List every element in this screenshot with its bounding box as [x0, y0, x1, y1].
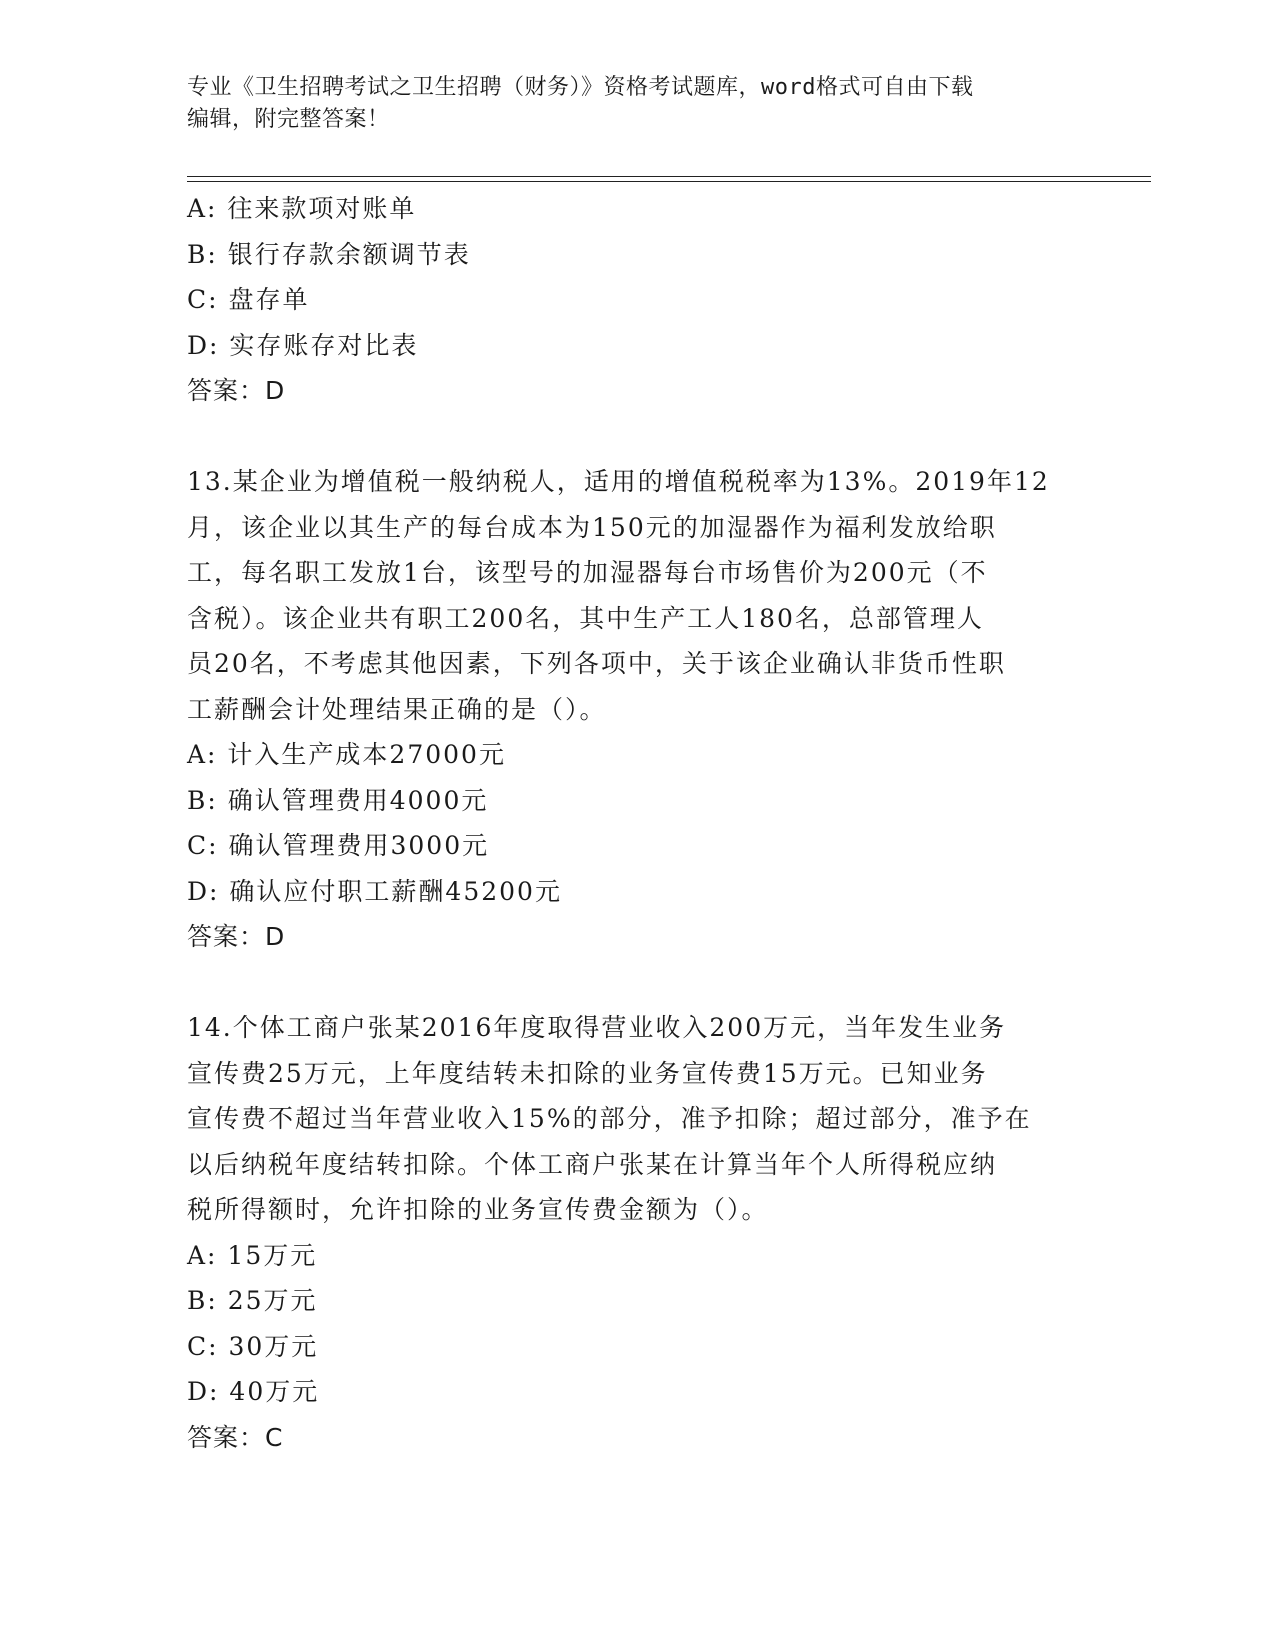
option-a: A: 15万元: [187, 1240, 318, 1270]
header-divider-bottom: [187, 181, 1151, 182]
option-b: B: 25万元: [187, 1286, 318, 1315]
option-c: C: 盘存单: [187, 285, 310, 314]
question-text-line: 月，该企业以其生产的每台成本为150元的加湿器作为福利发放给职: [187, 512, 997, 542]
header-line-2: 编辑，附完整答案！: [187, 107, 390, 132]
question-text-line: 以后纳税年度结转扣除。个体工商户张某在计算当年个人所得税应纳: [187, 1149, 998, 1179]
option-d: D: 40万元: [187, 1377, 320, 1406]
header-divider-top: [187, 176, 1151, 177]
option-a: A: 往来款项对账单: [187, 194, 417, 223]
option-d: D: 确认应付职工薪酬45200元: [187, 876, 562, 906]
question-text-line: 宣传费25万元，上年度结转未扣除的业务宣传费15万元。已知业务: [187, 1058, 988, 1088]
question-text-line: 含税）。该企业共有职工200名，其中生产工人180名，总部管理人: [187, 603, 984, 633]
answer: 答案：D: [187, 376, 286, 405]
spacer: [187, 960, 1087, 1006]
spacer: [187, 414, 1087, 460]
option-d: D: 实存账存对比表: [187, 330, 419, 360]
question-content: [187, 186, 1087, 1460]
option-c: C: 30万元: [187, 1331, 319, 1361]
question-14: [187, 1005, 1087, 1460]
question-text-line: 14.个体工商户张某2016年度取得营业收入200万元，当年发生业务: [187, 1013, 1007, 1042]
option-b: B: 银行存款余额调节表: [187, 239, 471, 269]
question-text-line: 税所得额时，允许扣除的业务宣传费金额为（）。: [187, 1195, 769, 1224]
header-line-1: 专业《卫生招聘考试之卫生招聘（财务）》资格考试题库，word格式可自由下载: [187, 75, 974, 100]
question-13: [187, 459, 1087, 960]
question-12: [187, 186, 1087, 414]
answer: 答案：D: [187, 922, 286, 951]
option-a: A: 计入生产成本27000元: [187, 740, 506, 769]
question-text-line: 员20名，不考虑其他因素，下列各项中，关于该企业确认非货币性职: [187, 649, 1006, 678]
option-c: C: 确认管理费用3000元: [187, 831, 490, 860]
question-text-line: 13.某企业为增值税一般纳税人，适用的增值税税率为13%。2019年12: [187, 467, 1050, 496]
document-header: [187, 72, 1087, 136]
question-text-line: 宣传费不超过当年营业收入15%的部分，准予扣除；超过部分，准予在: [187, 1104, 1032, 1133]
question-text-line: 工薪酬会计处理结果正确的是（）。: [187, 694, 607, 724]
answer: 答案：C: [187, 1422, 284, 1452]
option-b: B: 确认管理费用4000元: [187, 785, 489, 815]
question-text-line: 工，每名职工发放1台，该型号的加湿器每台市场售价为200元（不: [187, 558, 988, 587]
